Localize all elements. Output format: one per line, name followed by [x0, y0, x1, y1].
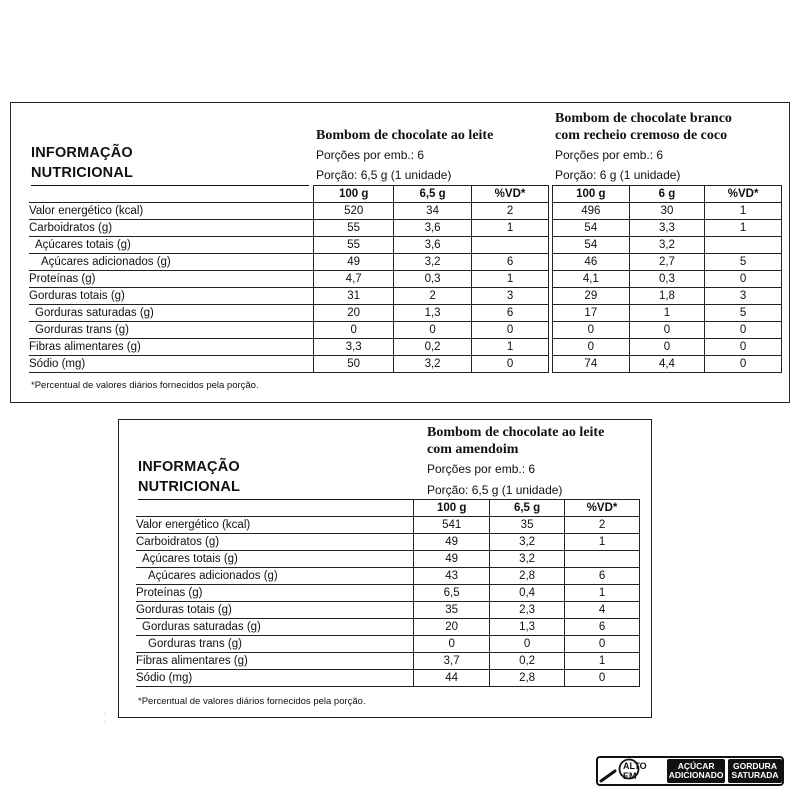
table-row [136, 602, 640, 619]
value-portion: 3,2 [394, 356, 472, 373]
value-100g: 4,1 [553, 271, 630, 288]
value-100g: 49 [414, 534, 490, 551]
nutrition-table [136, 499, 640, 687]
table-row [29, 356, 549, 373]
table-row [29, 271, 549, 288]
value-vd: 6 [565, 568, 640, 585]
value-100g: 0 [414, 636, 490, 653]
alto-em-label: ALTO EM [623, 761, 647, 781]
value-vd: 1 [565, 534, 640, 551]
table-header-row [553, 186, 782, 203]
value-portion: 2 [394, 288, 472, 305]
header-blank [29, 186, 314, 203]
value-vd: 0 [472, 356, 549, 373]
table-row [553, 220, 782, 237]
value-portion: 3,2 [490, 551, 565, 568]
value-vd: 1 [472, 271, 549, 288]
value-vd: 1 [565, 585, 640, 602]
value-portion: 3,2 [629, 237, 705, 254]
nutrient-label: Carboidratos (g) [29, 220, 314, 237]
product-name: com amendoim [427, 442, 519, 457]
value-100g: 31 [314, 288, 394, 305]
nutrient-label: Açúcares totais (g) [136, 551, 414, 568]
value-vd: 3 [472, 288, 549, 305]
saturated-fat-warning [728, 759, 782, 783]
value-portion: 3,6 [394, 237, 472, 254]
product-name: Bombom de chocolate ao leite [427, 425, 605, 440]
value-portion: 35 [490, 517, 565, 534]
nutrient-label: Valor energético (kcal) [136, 517, 414, 534]
table-row [136, 653, 640, 670]
servings-per-package: Porções por emb.: 6 [316, 148, 425, 162]
panel-title-line2: NUTRICIONAL [138, 479, 241, 495]
table-row [553, 254, 782, 271]
value-100g: 3,3 [314, 339, 394, 356]
value-vd: 5 [705, 254, 782, 271]
value-vd: 4 [565, 602, 640, 619]
value-vd: 6 [472, 305, 549, 322]
value-portion: 1,8 [629, 288, 705, 305]
table-row [136, 568, 640, 585]
value-vd: 6 [565, 619, 640, 636]
nutrient-label: Açúcares totais (g) [29, 237, 314, 254]
table-row [553, 356, 782, 373]
nutrient-label: Valor energético (kcal) [29, 203, 314, 220]
value-vd: 0 [705, 339, 782, 356]
table-row [553, 203, 782, 220]
value-portion: 3,6 [394, 220, 472, 237]
footnote: *Percentual de valores diários fornecidos pela porção. [138, 696, 366, 707]
value-100g: 496 [553, 203, 630, 220]
value-portion: 2,7 [629, 254, 705, 271]
panel-title-line2: NUTRICIONAL [31, 165, 134, 181]
value-100g: 54 [553, 220, 630, 237]
nutrient-label: Fibras alimentares (g) [136, 653, 414, 670]
table-row [553, 237, 782, 254]
value-portion: 34 [394, 203, 472, 220]
nutrient-label: Sódio (mg) [136, 670, 414, 687]
header-blank [136, 500, 414, 517]
value-100g: 44 [414, 670, 490, 687]
value-vd [705, 237, 782, 254]
value-vd: 1 [705, 203, 782, 220]
value-vd: 0 [565, 636, 640, 653]
value-vd: 1 [472, 220, 549, 237]
table-row [553, 339, 782, 356]
value-vd: 5 [705, 305, 782, 322]
value-vd [472, 237, 549, 254]
table-row [136, 517, 640, 534]
value-100g: 49 [414, 551, 490, 568]
saturated-fat-line2: SATURADA [731, 770, 779, 780]
value-100g: 55 [314, 237, 394, 254]
header-portion: 6,5 g [394, 186, 472, 203]
table-row [136, 636, 640, 653]
value-vd: 0 [472, 322, 549, 339]
table-row [136, 619, 640, 636]
panel-title-line1: INFORMAÇÃO [138, 459, 240, 475]
value-vd: 3 [705, 288, 782, 305]
nutrient-label: Gorduras totais (g) [136, 602, 414, 619]
value-100g: 43 [414, 568, 490, 585]
value-portion: 30 [629, 203, 705, 220]
table-row [29, 220, 549, 237]
value-100g: 49 [314, 254, 394, 271]
table-row [136, 551, 640, 568]
value-100g: 541 [414, 517, 490, 534]
value-100g: 6,5 [414, 585, 490, 602]
value-portion: 3,3 [629, 220, 705, 237]
value-portion: 0 [629, 322, 705, 339]
value-vd: 1 [472, 339, 549, 356]
value-portion: 0,2 [490, 653, 565, 670]
nutrient-label: Gorduras saturadas (g) [136, 619, 414, 636]
table-row [29, 237, 549, 254]
value-100g: 29 [553, 288, 630, 305]
value-vd: 1 [565, 653, 640, 670]
value-100g: 0 [314, 322, 394, 339]
value-100g: 46 [553, 254, 630, 271]
table-row [136, 670, 640, 687]
value-portion: 0 [490, 636, 565, 653]
value-vd: 0 [705, 322, 782, 339]
nutrient-label: Gorduras saturadas (g) [29, 305, 314, 322]
value-vd: 6 [472, 254, 549, 271]
value-portion: 0,2 [394, 339, 472, 356]
header-vd: %VD* [705, 186, 782, 203]
value-vd: 1 [705, 220, 782, 237]
value-portion: 4,4 [629, 356, 705, 373]
nutrient-label: Gorduras trans (g) [136, 636, 414, 653]
nutrient-label: Açúcares adicionados (g) [136, 568, 414, 585]
value-vd: 0 [565, 670, 640, 687]
product-name: Bombom de chocolate ao leite [316, 128, 494, 143]
table-body [136, 517, 640, 687]
table-row [136, 534, 640, 551]
value-portion: 3,2 [394, 254, 472, 271]
nutrition-table [552, 185, 782, 373]
portion-size: Porção: 6,5 g (1 unidade) [427, 483, 563, 497]
nutrient-label: Açúcares adicionados (g) [29, 254, 314, 271]
portion-size: Porção: 6,5 g (1 unidade) [316, 168, 452, 182]
product-name: Bombom de chocolate branco [555, 111, 732, 126]
panel-title-line1: INFORMAÇÃO [31, 145, 133, 161]
value-portion: 1,3 [394, 305, 472, 322]
nutrient-label: Sódio (mg) [29, 356, 314, 373]
table-row [29, 322, 549, 339]
nutrient-label: Fibras alimentares (g) [29, 339, 314, 356]
value-100g: 3,7 [414, 653, 490, 670]
header-100g: 100 g [553, 186, 630, 203]
value-portion: 2,8 [490, 670, 565, 687]
value-vd: 0 [705, 271, 782, 288]
value-portion: 2,3 [490, 602, 565, 619]
value-100g: 520 [314, 203, 394, 220]
table-row [29, 288, 549, 305]
value-100g: 74 [553, 356, 630, 373]
value-100g: 17 [553, 305, 630, 322]
nutrient-label: Gorduras trans (g) [29, 322, 314, 339]
value-portion: 0 [394, 322, 472, 339]
table-row [136, 585, 640, 602]
value-100g: 0 [553, 339, 630, 356]
value-100g: 4,7 [314, 271, 394, 288]
value-portion: 0,3 [629, 271, 705, 288]
nutrient-label: Proteínas (g) [136, 585, 414, 602]
value-portion: 0,3 [394, 271, 472, 288]
crop-mark: . [104, 718, 106, 724]
added-sugar-line1: AÇÚCAR [677, 761, 715, 771]
crop-mark: . [104, 710, 106, 716]
nutrition-panel-2 [118, 419, 652, 718]
table-header-row [29, 186, 549, 203]
value-100g: 54 [553, 237, 630, 254]
table-row [553, 271, 782, 288]
header-portion: 6,5 g [490, 500, 565, 517]
value-portion: 1 [629, 305, 705, 322]
value-portion: 0 [629, 339, 705, 356]
value-portion: 3,2 [490, 534, 565, 551]
front-of-pack-warning-badge [596, 756, 784, 786]
value-100g: 0 [553, 322, 630, 339]
value-100g: 35 [414, 602, 490, 619]
value-portion: 0,4 [490, 585, 565, 602]
value-vd: 2 [565, 517, 640, 534]
nutrient-label: Carboidratos (g) [136, 534, 414, 551]
nutrient-label: Proteínas (g) [29, 271, 314, 288]
added-sugar-line2: ADICIONADO [668, 770, 724, 780]
portion-size: Porção: 6 g (1 unidade) [555, 168, 681, 182]
header-portion: 6 g [629, 186, 705, 203]
header-100g: 100 g [314, 186, 394, 203]
table-row [29, 339, 549, 356]
table-body [29, 203, 549, 373]
table-row [553, 288, 782, 305]
nutrition-panel-1 [10, 102, 790, 403]
header-100g: 100 g [414, 500, 490, 517]
table-row [29, 203, 549, 220]
value-vd: 0 [705, 356, 782, 373]
table-row [29, 254, 549, 271]
value-vd [565, 551, 640, 568]
header-vd: %VD* [472, 186, 549, 203]
servings-per-package: Porções por emb.: 6 [427, 462, 536, 476]
value-100g: 20 [314, 305, 394, 322]
saturated-fat-line1: GORDURA [733, 761, 777, 771]
table-body [553, 203, 782, 373]
value-100g: 20 [414, 619, 490, 636]
value-100g: 50 [314, 356, 394, 373]
value-vd: 2 [472, 203, 549, 220]
servings-per-package: Porções por emb.: 6 [555, 148, 664, 162]
nutrition-table [29, 185, 549, 373]
nutrient-label: Gorduras totais (g) [29, 288, 314, 305]
value-portion: 1,3 [490, 619, 565, 636]
table-header-row [136, 500, 640, 517]
value-portion: 2,8 [490, 568, 565, 585]
table-row [553, 305, 782, 322]
header-vd: %VD* [565, 500, 640, 517]
table-row [553, 322, 782, 339]
table-row [29, 305, 549, 322]
added-sugar-warning [667, 759, 725, 783]
product-name: com recheio cremoso de coco [555, 128, 728, 143]
value-100g: 55 [314, 220, 394, 237]
footnote: *Percentual de valores diários fornecidos pela porção. [31, 380, 259, 391]
